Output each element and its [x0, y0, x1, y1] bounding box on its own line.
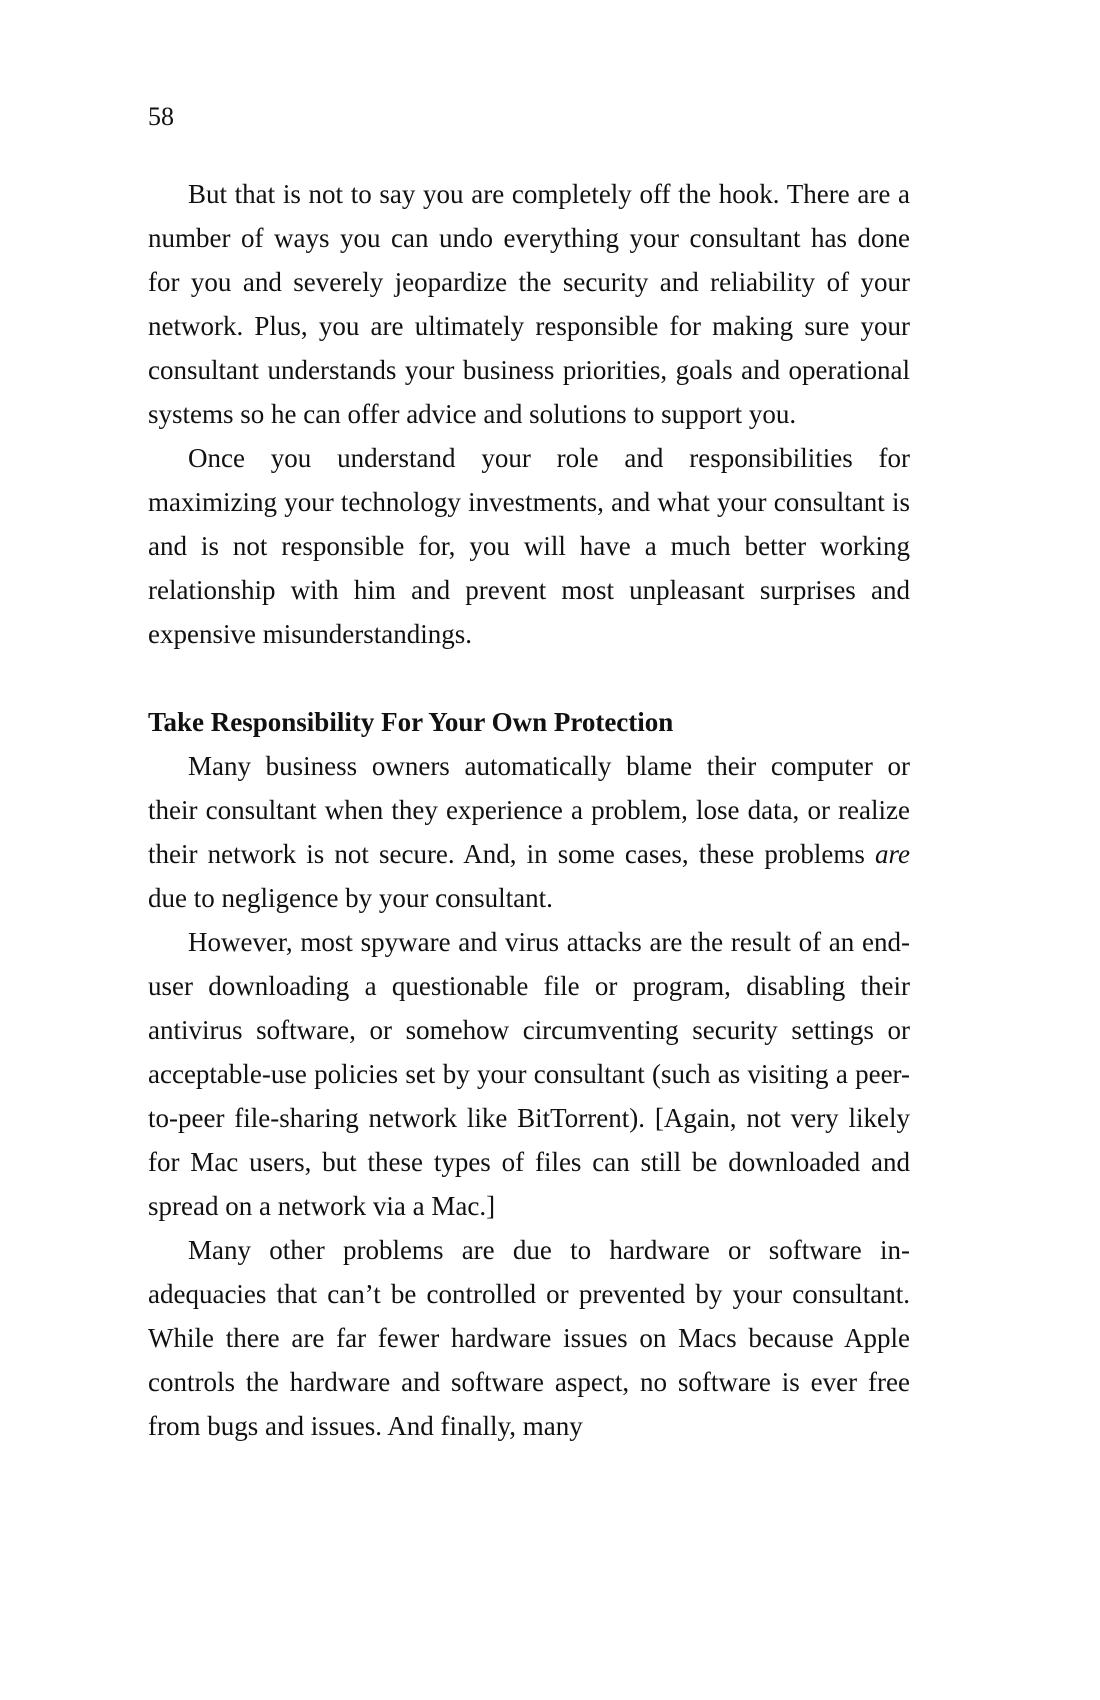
- paragraph-hardware-software: Many other problems are due to hardware or software inadequacies that can’t be controlled or prevented by your consultant. While there are far fewer hardware issues on Macs because Apple controls the hardware and software aspect, no software is ever free from bugs and issues. And finally, many: [148, 1235, 910, 1441]
- paragraph-spyware-attacks: However, most spyware and virus attacks are the result of an end-user downloading a questionable file or program, disabling their antivirus software, or somehow circumventing security settings or acceptable-use policies set by your consultant (such as visiting a peer-to-peer file-sharing network like BitTorrent). [Again, not very likely for Mac users, but these types of files can still be downloaded and spread on a network via a Mac.]: [148, 927, 910, 1221]
- page-number: 58: [148, 102, 174, 131]
- paragraph-blame-text-start: Many business owners automatically blame their computer or their consultant when they experience a problem, lose data, or realize their network is not secure. And, in some cases, these problems: [148, 751, 910, 869]
- paragraph-off-the-hook: But that is not to say you are completely off the hook. There are a number of ways you can undo everything your consultant has done for you and severely jeopardize the security and reliability of your network. Plus, you are ultimately responsible for making sure your consultant understands your business priorities, goals and operational systems so he can offer advice and solutions to support you.: [148, 179, 910, 429]
- paragraph-blame-consultant: [148, 744, 910, 920]
- paragraph-understand-role: Once you understand your role and responsibilities for maximizing your technology investments, and what your consultant is and is not responsible for, you will have a much better working relationship with him and prevent most unpleasant surprises and expensive misunderstandings.: [148, 443, 910, 649]
- section-heading: Take Responsibility For Your Own Protection: [148, 707, 674, 737]
- body-text: [148, 172, 910, 1448]
- emphasis-are: are: [875, 839, 910, 869]
- paragraph-blame-text-end: due to negligence by your consultant.: [148, 883, 553, 913]
